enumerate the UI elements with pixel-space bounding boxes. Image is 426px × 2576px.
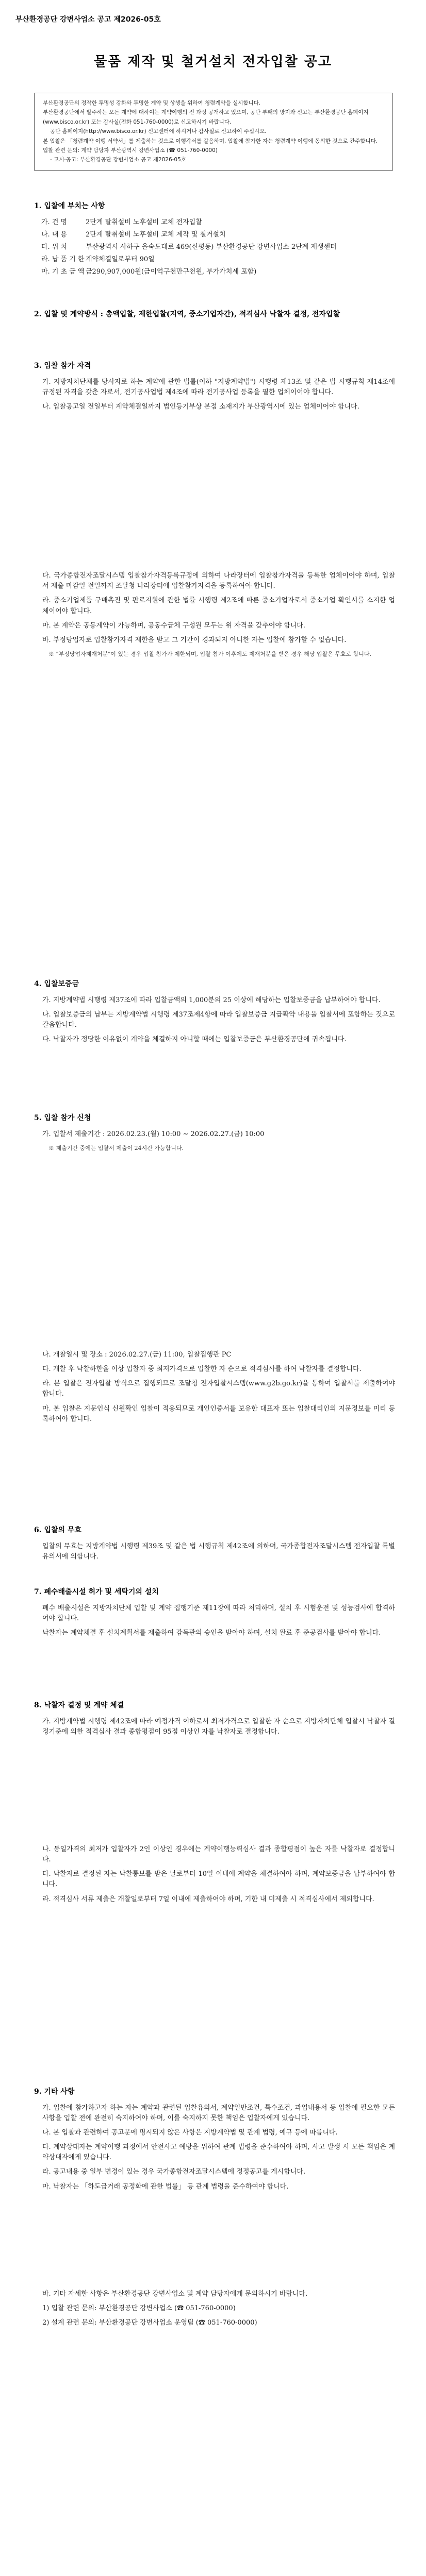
row-label: 마. 기 초 금 액 <box>41 268 85 276</box>
section-heading: 7. 폐수배출시설 허가 및 세탁기의 설치 <box>34 1588 159 1596</box>
paragraph: 바. 기타 자세한 사항은 부산환경공단 강변사업소 및 계약 담당자에게 문의하시기 바랍니다. <box>42 2290 308 2298</box>
paragraph: 나. 동일가격의 최저가 입찰자가 2인 이상인 경우에는 계약이행능력심사 결과 종합평점이 높은 자를 낙찰자로 결정합니다. <box>42 1845 395 1864</box>
paragraph: 가. 입찰서 제출기간 : 2026.02.23.(월) 10:00 ~ 2026.02.27.(금) 10:00 <box>42 1130 265 1138</box>
contact-line: 2) 설계 관련 문의: 부산환경공단 강변사업소 운영팀 (☎ 051-760-0000) <box>42 2318 257 2327</box>
notice-number: 부산환경공단 강변사업소 공고 제2026-05호 <box>15 15 161 24</box>
integrity-info-box <box>34 93 393 171</box>
info-line: 입찰 관련 문의: 계약 담당자 부산광역시 강변사업소 (☎ 051-760-0000) <box>43 147 218 154</box>
section-6 <box>34 1525 395 1566</box>
paragraph: 라. 본 입찰은 전자입찰 방식으로 집행되므로 조달청 전자입찰시스템(www.g2b.go.kr)을 통하여 입찰서를 제출하여야 합니다. <box>42 1380 395 1398</box>
info-row <box>34 242 395 252</box>
info-line: 부산환경공단의 정작한 투명성 강화와 투명한 계약 및 상생을 위하여 청렴계약을 실시합니다. <box>43 100 261 106</box>
info-row <box>34 230 395 240</box>
paragraph: 마. 낙찰자는 「하도급거래 공정화에 관한 법률」 등 관계 법령을 준수하여야 합니다. <box>42 2182 289 2191</box>
paragraph: 바. 부정당업자로 입찰참가자격 제한을 받고 그 기간이 경과되지 아니한 자는 입찰에 참가할 수 없습니다. <box>42 636 347 644</box>
row-value: 부산광역시 사하구 을숙도대로 469(신평동) 부산환경공단 강변사업소 2단계 재생센터 <box>86 243 337 251</box>
info-row <box>34 255 395 265</box>
section-heading: 5. 입찰 참가 신청 <box>34 1114 91 1122</box>
section-7 <box>34 1587 395 1642</box>
section-5-continued <box>34 1350 395 1429</box>
info-line: - 고시·공고: 부산환경공단 강변사업소 공고 제2026-05호 <box>50 157 186 163</box>
section-8 <box>34 1700 395 1909</box>
section-heading: 4. 입찰보증금 <box>34 980 79 988</box>
paragraph: 다. 계약상대자는 계약이행 과정에서 안전사고 예방을 위하여 관계 법령을 준수하여야 하며, 사고 발생 시 모든 책임은 계약상대자에게 있습니다. <box>42 2143 395 2162</box>
info-row <box>34 267 395 277</box>
row-label: 다. 위 치 <box>41 243 68 251</box>
row-value: 계약체결일로부터 90일 <box>86 256 155 264</box>
row-label: 라. 납 품 기 한 <box>41 256 85 264</box>
info-line: 본 입찰은 「청렴계약 이행 서약서」를 제출하는 것으로 이행각서를 갈음하며, 입찰에 참가한 자는 청렴계약 이행에 동의한 것으로 간주합니다. <box>43 138 378 144</box>
info-row <box>34 217 395 228</box>
section-heading: 8. 낙찰자 결정 및 계약 체결 <box>34 1701 124 1709</box>
paragraph: 라. 중소기업제품 구매촉진 및 판로지원에 관한 법률 시행령 제2조에 따른 중소기업자로서 중소기업 확인서를 소지한 업체이어야 합니다. <box>42 597 395 615</box>
section-heading: 3. 입찰 참가 자격 <box>34 362 91 370</box>
paragraph: 마. 본 계약은 공동계약이 가능하며, 공동수급체 구성원 모두는 위 자격을 갖추어야 합니다. <box>42 621 305 630</box>
info-line: 공단 홈페이지(http://www.bisco.or.kr) 신고센터에 하시거나 감사실로 신고하여 주십시오. <box>50 128 267 135</box>
row-label: 나. 내 용 <box>41 230 68 239</box>
paragraph: 마. 본 입찰은 지문인식 신원확인 입찰이 적용되므로 개인인증서를 보유한 대표자 또는 입찰대리인의 지문정보를 미리 등록하여야 합니다. <box>42 1404 395 1423</box>
note: ※ 제출기간 중에는 입찰서 제출이 24시간 가능합니다. <box>48 1144 184 1151</box>
paragraph: 나. 개찰일시 및 장소 : 2026.02.27.(금) 11:00, 입찰집행관 PC <box>42 1351 232 1359</box>
paragraph: 나. 본 입찰과 관련하여 공고문에 명시되지 않은 사항은 지방계약법 및 관계 법령, 예규 등에 따릅니다. <box>42 2128 338 2137</box>
section-heading: 1. 입찰에 부치는 사항 <box>34 202 105 210</box>
section-1 <box>34 201 395 279</box>
info-line: 부산환경공단에서 발주하는 모든 계약에 대하여는 계약이행의 전 과정 공개하고 있으며, 공단 부패의 방지와 신고는 부산환경공단 홈페이지(www.bisco.or.kr) 또는 감사실(전화 051-760-0000)로 신고하시기 바랍니다. <box>43 109 369 125</box>
paragraph: 라. 적격심사 서류 제출은 개찰일로부터 7일 이내에 제출하여야 하며, 기한 내 미제출 시 적격심사에서 제외합니다. <box>42 1895 374 1903</box>
row-label: 가. 건 명 <box>41 218 68 226</box>
paragraph: 낙찰자는 계약체결 후 설치계획서를 제출하여 감독관의 승인을 받아야 하며, 설치 완료 후 준공검사를 받아야 합니다. <box>42 1629 381 1637</box>
section-2 <box>34 309 395 326</box>
paragraph: 나. 입찰보증금의 납부는 지방계약법 시행령 제37조제4항에 따라 입찰보증금 지급확약 내용을 입찰서에 포함하는 것으로 갈음합니다. <box>42 1010 395 1029</box>
paragraph: 라. 공고내용 중 일부 변경이 있는 경우 국가종합전자조달시스템에 정정공고를 게시합니다. <box>42 2168 306 2176</box>
section-heading: 2. 입찰 및 계약방식 : 총액입찰, 제한입찰(지역, 중소기업자간), 적격심사 낙찰자 결정, 전자입찰 <box>34 310 340 318</box>
section-9 <box>34 2087 395 2332</box>
section-5 <box>34 1113 395 1157</box>
note: ※ "부정당업자제재처분"이 있는 경우 입찰 참가가 제한되며, 입찰 참가 이후에도 제재처분을 받은 경우 해당 입찰은 무효로 합니다. <box>48 650 371 657</box>
row-value: 2단계 탈취설비 노후설비 교체 전자입찰 <box>86 218 202 226</box>
paragraph: 다. 국가종합전자조달시스템 입찰참가자격등록규정에 의하여 나라장터에 입찰참가자격을 등록한 업체이어야 하며, 입찰서 제출 마감일 전일까지 조달청 나라장터에 입찰참가자격을 등록하여야 합니다. <box>42 572 395 590</box>
contact-line: 1) 입찰 관련 문의: 부산환경공단 강변사업소 (☎ 051-760-0000) <box>42 2304 236 2312</box>
paragraph: 다. 개찰 후 낙찰하한율 이상 입찰자 중 최저가격으로 입찰한 자 순으로 적격심사를 하여 낙찰자를 결정합니다. <box>42 1365 362 1374</box>
paragraph: 다. 낙찰자로 결정된 자는 낙찰통보를 받은 날로부터 10일 이내에 계약을 체결하여야 하며, 계약보증금을 납부하여야 합니다. <box>42 1870 395 1889</box>
row-value: 2단계 탈취설비 노후설비 교체 제작 및 철거설치 <box>86 230 226 239</box>
section-3 <box>34 361 395 663</box>
paragraph: 다. 낙찰자가 정당한 이유없이 계약을 체결하지 아니할 때에는 입찰보증금은 부산환경공단에 귀속됩니다. <box>42 1036 347 1044</box>
paragraph: 나. 입찰공고일 전일부터 계약체결일까지 법인등기부상 본점 소재지가 부산광역시에 있는 업체이어야 합니다. <box>42 402 359 411</box>
page-title: 물품 제작 및 철거설치 전자입찰 공고 <box>94 54 332 70</box>
row-value: 금290,907,000원(금이억구천만구천원, 부가가치세 포함) <box>86 268 257 276</box>
paragraph: 폐수 배출시설은 지방자치단체 입찰 및 계약 집행기준 제11장에 따라 처리하며, 설치 후 시험운전 및 성능검사에 합격하여야 합니다. <box>42 1604 395 1622</box>
section-heading: 9. 기타 사항 <box>34 2088 75 2096</box>
paragraph: 가. 입찰에 참가하고자 하는 자는 계약과 관련된 입찰유의서, 계약일반조건, 특수조건, 과업내용서 등 입찰에 필요한 모든 사항을 입찰 전에 완전히 숙지하여야 하며, 이를 숙지하지 못한 책임은 입찰자에게 있습니다. <box>42 2104 395 2122</box>
paragraph: 가. 지방계약법 시행령 제37조에 따라 입찰금액의 1,000분의 25 이상에 해당하는 입찰보증금을 납부하여야 합니다. <box>42 996 381 1004</box>
paragraph: 입찰의 무효는 지방계약법 시행령 제39조 및 같은 법 시행규칙 제42조에 의하며, 국가종합전자조달시스템 전자입찰 특별유의서에 의합니다. <box>42 1542 395 1561</box>
paragraph: 가. 지방계약법 시행령 제42조에 따라 예정가격 이하로서 최저가격으로 입찰한 자 순으로 지방자치단체 입찰시 낙찰자 결정기준에 의한 적격심사 결과 종합평점이 95점 이상인 자를 낙찰자로 결정합니다. <box>42 1717 395 1736</box>
section-heading: 6. 입찰의 무효 <box>34 1526 81 1534</box>
section-4 <box>34 979 395 1049</box>
paragraph: 가. 지방자치단체를 당사자로 하는 계약에 관한 법률(이하 "지방계약법") 시행령 제13조 및 같은 법 시행규칙 제14조에 규정된 자격을 갖춘 자로서, 전기공사업법 제4조에 따라 전기공사업 등록을 필한 업체이어야 합니다. <box>42 378 395 396</box>
